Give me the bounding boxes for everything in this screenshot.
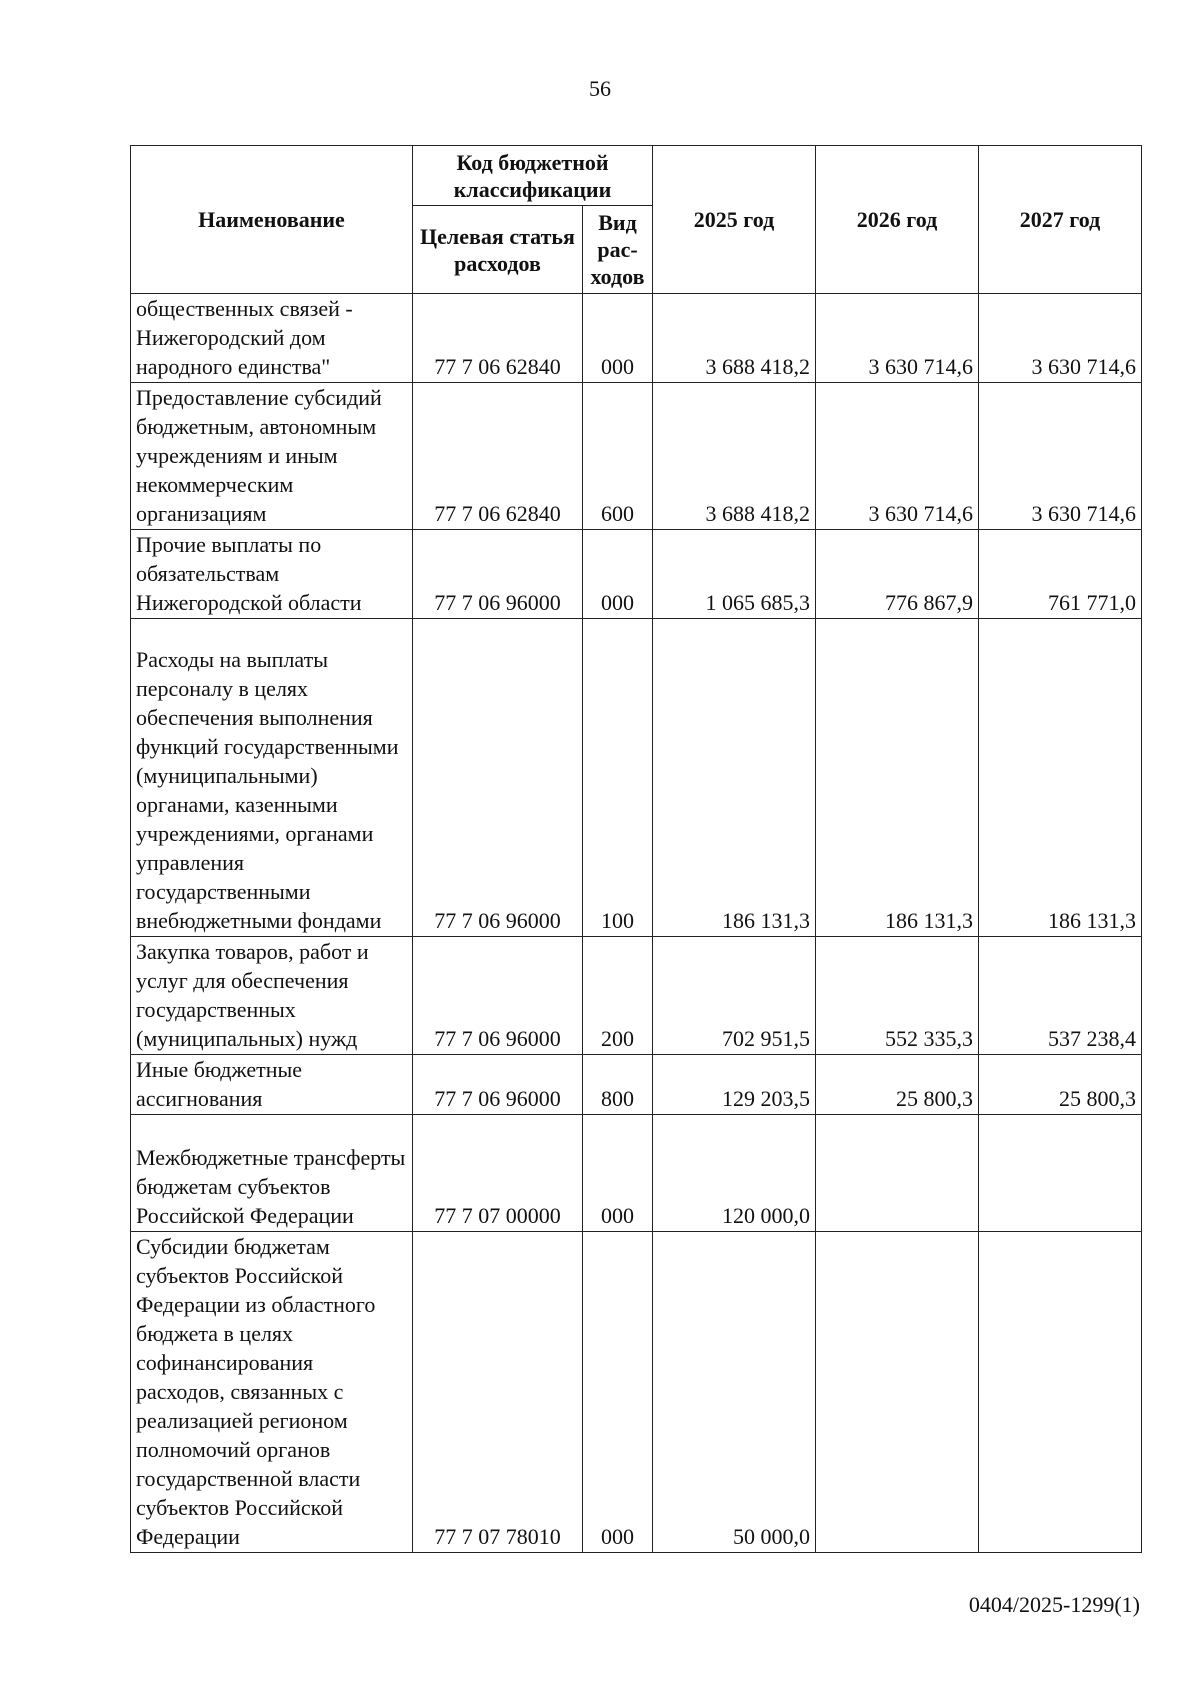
- row-2027: [979, 1115, 1142, 1232]
- row-name: общественных связей - Нижегородский дом народного единства": [131, 294, 413, 383]
- table-row: [131, 1115, 1142, 1232]
- table-row: [131, 1232, 1142, 1553]
- row-2025: 702 951,5: [653, 937, 816, 1055]
- row-2025: 120 000,0: [653, 1115, 816, 1232]
- table-row: [131, 294, 1142, 383]
- row-code: 77 7 06 96000: [413, 530, 583, 619]
- header-2026: 2026 год: [816, 146, 979, 294]
- table-row: [131, 1055, 1142, 1115]
- row-code: 77 7 06 62840: [413, 383, 583, 530]
- row-code: 77 7 07 00000: [413, 1115, 583, 1232]
- row-kind: 000: [583, 294, 653, 383]
- row-2025: 3 688 418,2: [653, 294, 816, 383]
- table-row: [131, 937, 1142, 1055]
- row-kind: 000: [583, 1232, 653, 1553]
- row-name: Предоставление субсидий бюджетным, автономным учреждениям и иным некоммерческим организациям: [131, 383, 413, 530]
- header-2027: 2027 год: [979, 146, 1142, 294]
- row-name: Иные бюджетные ассигнования: [131, 1055, 413, 1115]
- row-2026: 25 800,3: [816, 1055, 979, 1115]
- row-2027: 3 630 714,6: [979, 294, 1142, 383]
- row-kind: 600: [583, 383, 653, 530]
- row-code: 77 7 06 62840: [413, 294, 583, 383]
- row-name: Прочие выплаты по обязательствам Нижегородской области: [131, 530, 413, 619]
- row-2026: [816, 1232, 979, 1553]
- page-number: 56: [589, 76, 611, 101]
- row-2026: 776 867,9: [816, 530, 979, 619]
- row-2025: 186 131,3: [653, 619, 816, 937]
- budget-table: [130, 145, 1142, 1553]
- row-2027: 537 238,4: [979, 937, 1142, 1055]
- row-name: Межбюджетные трансферты бюджетам субъектов Российской Федерации: [131, 1115, 413, 1232]
- header-2025: 2025 год: [653, 146, 816, 294]
- row-2025: 129 203,5: [653, 1055, 816, 1115]
- row-kind: 800: [583, 1055, 653, 1115]
- row-2026: [816, 1115, 979, 1232]
- row-2027: 761 771,0: [979, 530, 1142, 619]
- table-row: [131, 383, 1142, 530]
- row-2025: 1 065 685,3: [653, 530, 816, 619]
- header-expense-type: Вид рас-ходов: [583, 206, 653, 294]
- table-row: [131, 530, 1142, 619]
- row-2025: 50 000,0: [653, 1232, 816, 1553]
- row-name: Субсидии бюджетам субъектов Российской Федерации из областного бюджета в целях софинансирования расходов, связанных с реализацией регионом полномочий органов государственной власти субъектов Российской Федерации: [131, 1232, 413, 1553]
- document-number: 0404/2025-1299(1): [968, 1592, 1140, 1617]
- row-2027: 3 630 714,6: [979, 383, 1142, 530]
- row-kind: 000: [583, 1115, 653, 1232]
- header-code-group: Код бюджетной классификации: [413, 146, 653, 206]
- header-name: Наименование: [131, 146, 413, 294]
- row-code: 77 7 06 96000: [413, 619, 583, 937]
- row-kind: 200: [583, 937, 653, 1055]
- row-2026: 3 630 714,6: [816, 383, 979, 530]
- row-code: 77 7 06 96000: [413, 1055, 583, 1115]
- header-target-article: Целевая статья расходов: [413, 206, 583, 294]
- row-2025: 3 688 418,2: [653, 383, 816, 530]
- row-name: Расходы на выплаты персоналу в целях обеспечения выполнения функций государственными (муниципальными) органами, казенными учреждениями, органами управления государственными внебюджетными фондами: [131, 619, 413, 937]
- row-2026: 186 131,3: [816, 619, 979, 937]
- row-2026: 3 630 714,6: [816, 294, 979, 383]
- row-name: Закупка товаров, работ и услуг для обеспечения государственных (муниципальных) нужд: [131, 937, 413, 1055]
- row-2027: 186 131,3: [979, 619, 1142, 937]
- row-2027: 25 800,3: [979, 1055, 1142, 1115]
- row-kind: 000: [583, 530, 653, 619]
- row-code: 77 7 06 96000: [413, 937, 583, 1055]
- row-2026: 552 335,3: [816, 937, 979, 1055]
- row-code: 77 7 07 78010: [413, 1232, 583, 1553]
- row-kind: 100: [583, 619, 653, 937]
- row-2027: [979, 1232, 1142, 1553]
- table-row: [131, 619, 1142, 937]
